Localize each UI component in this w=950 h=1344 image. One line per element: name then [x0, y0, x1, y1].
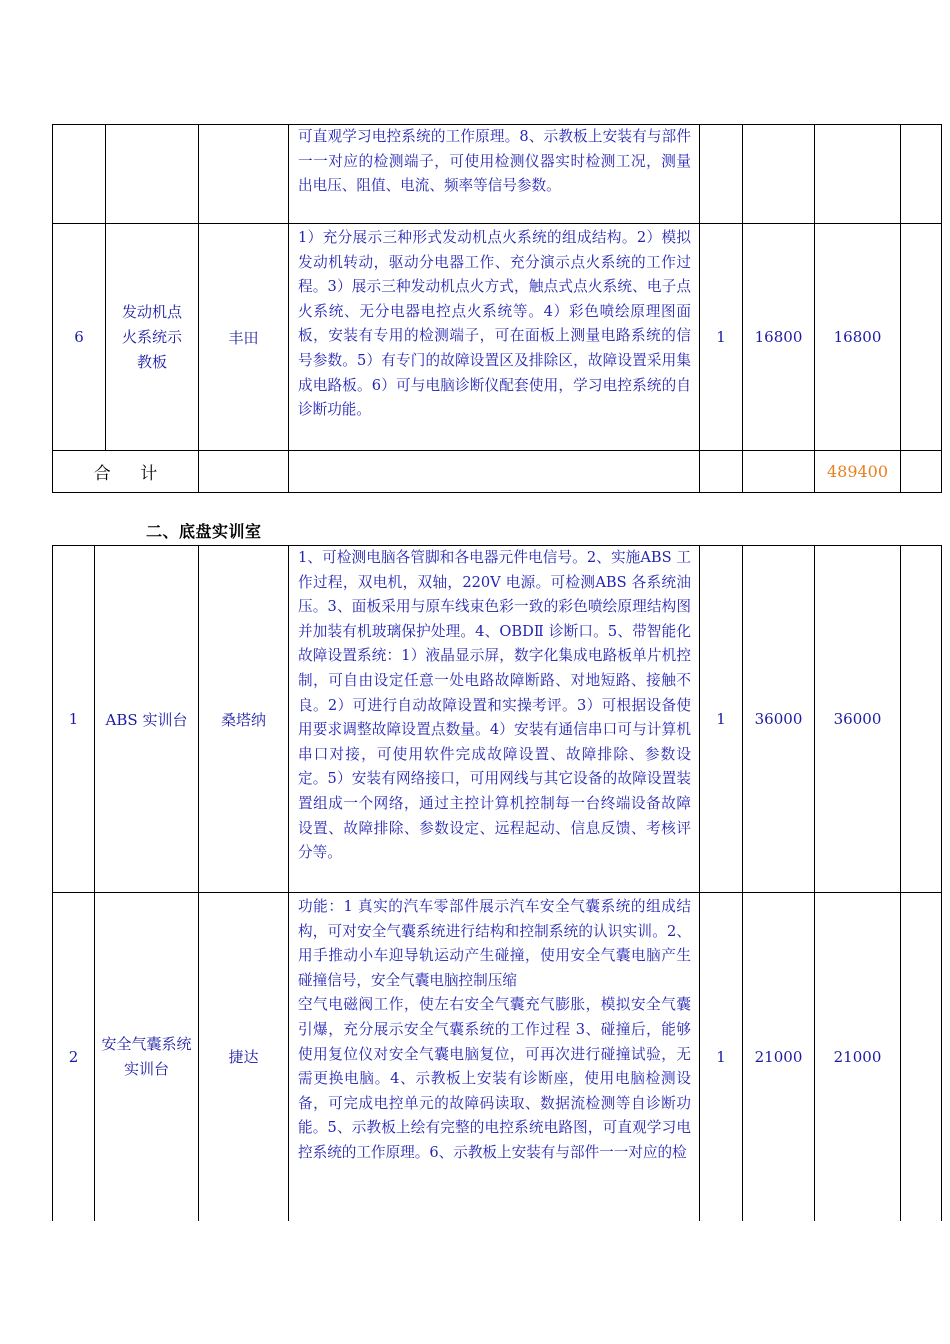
description-cell [289, 224, 700, 451]
remark-cell [901, 125, 942, 224]
brand-cell: 桑塔纳 [199, 546, 289, 893]
brand-cell [199, 125, 289, 224]
item-name: 发动机点火系统示教板 [121, 302, 182, 371]
no-cell: 2 [53, 893, 95, 1221]
description-text: 空气电磁阀工作，使左右安全气囊充气膨胀，模拟安全气囊引爆，充分展示安全气囊系统的工作过程 3、碰撞后，能够使用复位仪对安全气囊电脑复位，可再次进行碰撞试验，无需更换电脑。4、示教板上安装有诊断座，使用电脑检测设备，可完成电控单元的故障码读取、数据流检测等自诊断功能。5、示教板上绘有完整的电控系统电路图，可直观学习电控系统的工作原理。6、示教板上安装有与部件一一对应的检 [298, 996, 691, 1161]
qty-cell: 1 [700, 546, 743, 893]
description-cell [289, 893, 700, 1221]
price-cell: 36000 [743, 546, 815, 893]
price-cell: 16800 [743, 224, 815, 451]
price-cell [743, 451, 815, 493]
qty-cell [700, 451, 743, 493]
brand-cell: 捷达 [199, 893, 289, 1221]
table-row [53, 893, 942, 1221]
brand-cell: 丰田 [199, 224, 289, 451]
description-cell [289, 451, 700, 493]
name-cell [106, 125, 199, 224]
table-row [53, 224, 942, 451]
qty-cell [700, 125, 743, 224]
price-cell [743, 125, 815, 224]
remark-cell [901, 546, 942, 893]
item-name: 安全气囊系统实训台 [101, 1034, 192, 1078]
no-cell [53, 125, 106, 224]
section-heading: 二、底盘实训室 [146, 522, 262, 541]
table-row [53, 125, 942, 224]
brand-cell [199, 451, 289, 493]
no-cell: 6 [53, 224, 106, 451]
description-text: 功能：1 真实的汽车零部件展示汽车安全气囊系统的组成结构，可对安全气囊系统进行结构和控制系统的认识实训。2、用手推动小车迎导轨运动产生碰撞，使用安全气囊电脑产生碰撞信号，安全气囊电脑控制压缩 [298, 898, 691, 989]
no-cell: 1 [53, 546, 95, 893]
price-cell: 21000 [743, 893, 815, 1221]
amount-cell: 21000 [815, 893, 901, 1221]
total-amount: 489400 [815, 451, 901, 493]
equipment-table-1 [52, 124, 942, 493]
remark-cell [901, 893, 942, 1221]
description-text: 1、可检测电脑各管脚和各电器元件电信号。2、实施ABS 工作过程，双电机，双轴，220V 电源。可检测ABS 各系统油压。3、面板采用与原车线束色彩一致的彩色喷绘原理结构图并加装有机玻璃保护处理。4、OBDⅡ 诊断口。5、带智能化故障设置系统：1）液晶显示屏，数字化集成电路板单片机控制，可自由设定任意一处电路故障断路、对地短路、接触不良。2）可进行自动故障设置和实操考评。3）可根据设备使用要求调整故障设置点数量。4）安装有通信串口可与计算机串口对接，可使用软件完成故障设置、故障排除、参数设定。5）安装有网络接口，可用网线与其它设备的故障设置装置组成一个网络，通过主控计算机控制每一台终端设备故障设置、故障排除、参数设定、远程起动、信息反馈、考核评分等。 [298, 549, 691, 862]
description-cell [289, 546, 700, 893]
description-text: 1）充分展示三种形式发动机点火系统的组成结构。2）模拟发动机转动，驱动分电器工作、充分演示点火系统的工作过程。3）展示三种发动机点火方式，触点式点火系统、电子点火系统、无分电器电控点火系统等。4）彩色喷绘原理图面板，安装有专用的检测端子，可在面板上测量电路系统的信号参数。5）有专门的故障设置区及排除区，故障设置采用集成电路板。6）可与电脑诊断仪配套使用，学习电控系统的自诊断功能。 [298, 229, 691, 419]
name-cell: ABS 实训台 [95, 546, 199, 893]
equipment-table-2 [52, 545, 942, 1221]
amount-cell: 36000 [815, 546, 901, 893]
amount-cell: 16800 [815, 224, 901, 451]
qty-cell: 1 [700, 893, 743, 1221]
remark-cell [901, 224, 942, 451]
remark-cell [901, 451, 942, 493]
description-cell [289, 125, 700, 224]
description-text: 可直观学习电控系统的工作原理。8、示教板上安装有与部件一一对应的检测端子，可使用检测仪器实时检测工况，测量出电压、阻值、电流、频率等信号参数。 [298, 128, 691, 195]
amount-cell [815, 125, 901, 224]
total-row [53, 451, 942, 493]
name-cell [95, 893, 199, 1221]
table-row [53, 546, 942, 893]
name-cell [106, 224, 199, 451]
qty-cell: 1 [700, 224, 743, 451]
total-label: 合 计 [53, 451, 199, 493]
